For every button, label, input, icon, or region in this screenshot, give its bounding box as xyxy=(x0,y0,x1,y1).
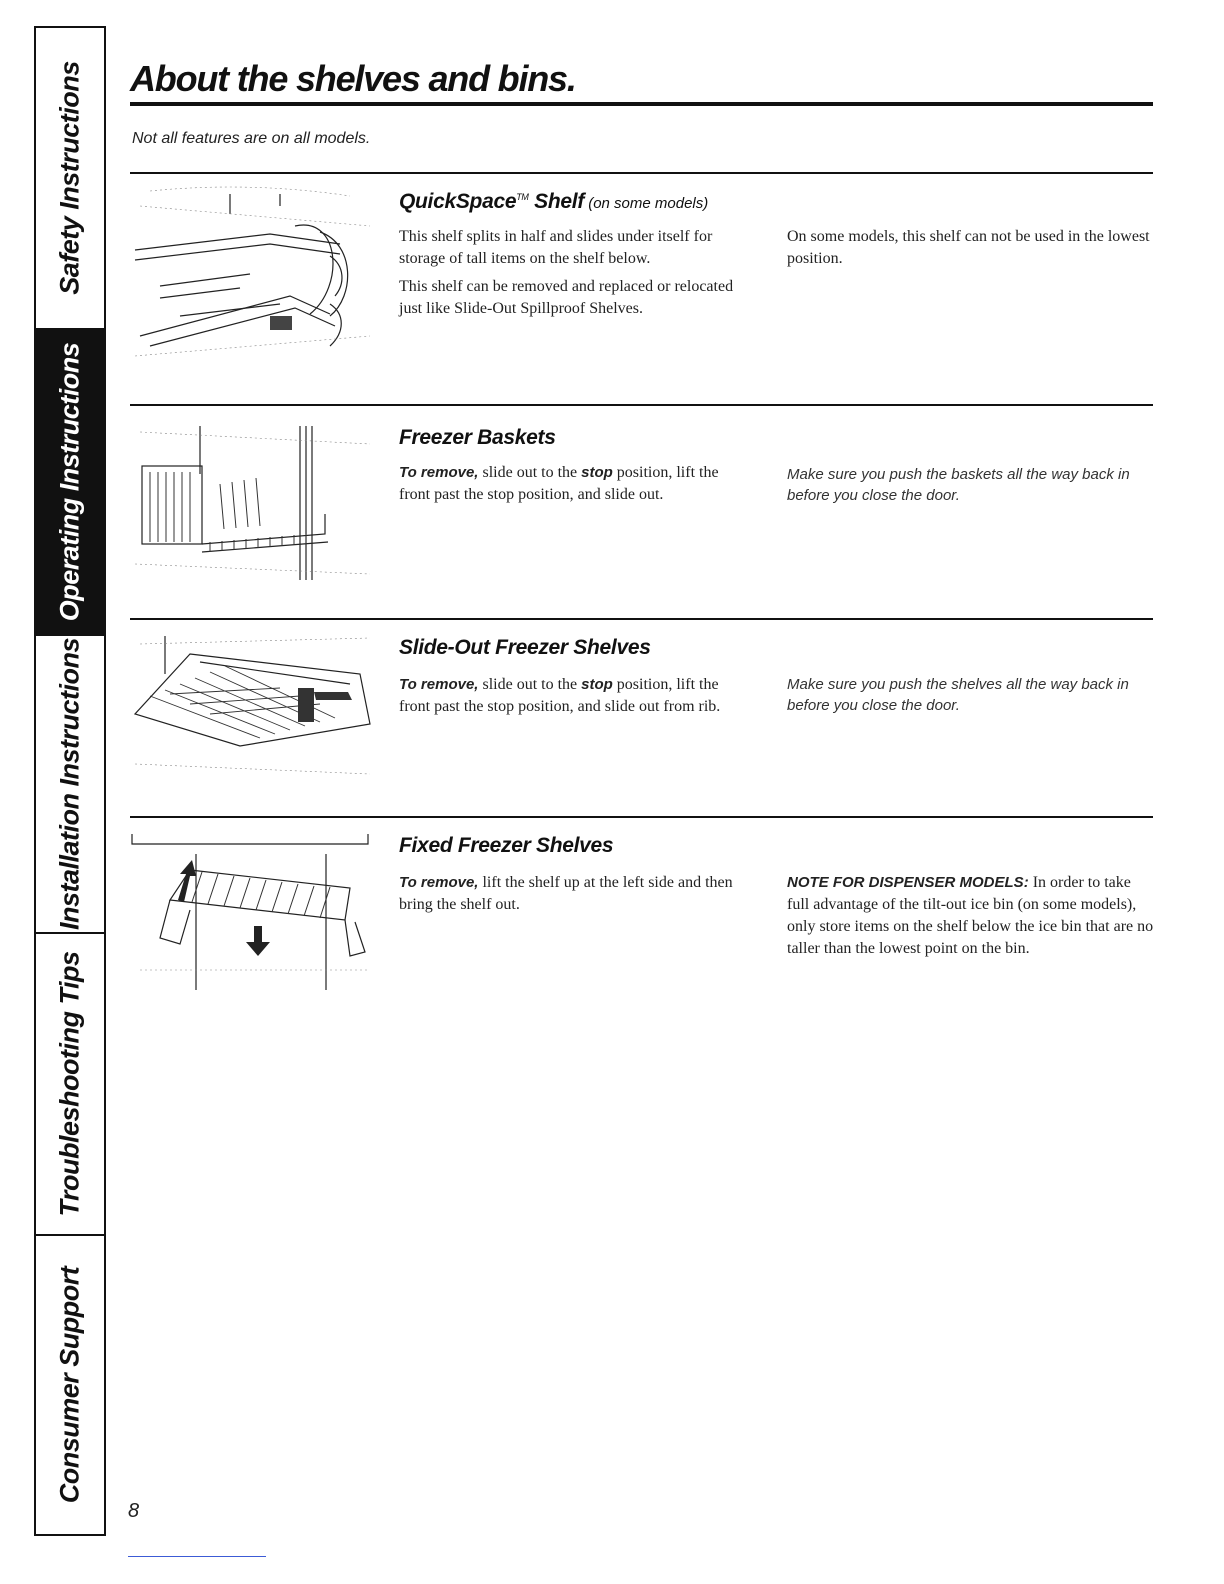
body-text: lift the shelf up at the left side and then bring the shelf out. xyxy=(399,874,733,913)
footer-link-rule xyxy=(128,1556,266,1557)
quickspace-body xyxy=(399,226,744,326)
quickspace-shelf-illustration xyxy=(130,186,375,376)
heading-tail: Shelf xyxy=(528,190,585,213)
tab-label: Operating Instructions xyxy=(54,342,85,622)
keyword-stop: stop xyxy=(581,464,613,481)
tab-safety-instructions[interactable] xyxy=(36,28,104,330)
body-paragraph: This shelf splits in half and slides under itself for storage of tall items on the shelf below. xyxy=(399,228,713,267)
body-paragraph: This shelf can be removed and replaced or relocated just like Slide-Out Spillproof Shelves. xyxy=(399,278,734,317)
title-rule xyxy=(130,102,1153,106)
page-number: 8 xyxy=(128,1500,140,1522)
section-divider xyxy=(130,404,1153,406)
section-divider xyxy=(130,618,1153,620)
keyword-to-remove: To remove, xyxy=(399,874,479,891)
heading-note: (on some models) xyxy=(584,195,709,212)
fixed-shelves-side-note xyxy=(787,872,1157,966)
slide-out-shelves-body xyxy=(399,674,744,724)
note-text: In order to take full advantage of the tilt-out ice bin (on some models), only store items on the shelf below the ice bin that are no taller than the lowest point on the bin. xyxy=(787,874,1154,957)
section-divider xyxy=(130,816,1153,818)
tab-label: Consumer Support xyxy=(54,1266,85,1504)
tab-troubleshooting-tips[interactable] xyxy=(36,934,104,1236)
body-text: position, lift the front past the stop position, and slide out from rib. xyxy=(399,676,721,715)
section-tabs xyxy=(34,26,106,1536)
slide-out-shelf-illustration xyxy=(130,634,375,782)
tab-installation-instructions[interactable] xyxy=(36,636,104,934)
body-text: position, lift the front past the stop position, and slide out. xyxy=(399,464,719,503)
page-subtitle: Not all features are on all models. xyxy=(132,130,371,147)
tab-label: Installation Instructions xyxy=(54,637,85,931)
fixed-shelf-illustration xyxy=(130,830,375,992)
body-text: slide out to the xyxy=(478,676,582,693)
keyword-to-remove: To remove, xyxy=(399,676,479,693)
tab-label: Troubleshooting Tips xyxy=(54,951,85,1217)
trademark-mark: TM xyxy=(516,192,529,202)
freezer-baskets-body xyxy=(399,462,744,512)
quickspace-side-note xyxy=(787,226,1157,276)
tab-consumer-support[interactable] xyxy=(36,1236,104,1534)
tab-operating-instructions[interactable] xyxy=(36,330,104,636)
fixed-shelves-body xyxy=(399,872,744,922)
body-text: slide out to the xyxy=(478,464,582,481)
keyword-to-remove: To remove, xyxy=(399,464,479,481)
slide-out-shelves-heading: Slide-Out Freezer Shelves xyxy=(399,636,651,659)
note-label: NOTE FOR DISPENSER MODELS: xyxy=(787,874,1029,891)
fixed-shelves-heading: Fixed Freezer Shelves xyxy=(399,834,614,857)
page-title: About the shelves and bins. xyxy=(130,58,576,99)
heading-text: QuickSpace xyxy=(399,190,517,213)
freezer-baskets-heading: Freezer Baskets xyxy=(399,426,556,449)
quickspace-heading xyxy=(399,190,708,214)
section-divider xyxy=(130,172,1153,174)
slide-out-shelves-side-note: Make sure you push the shelves all the way back in before you close the door. xyxy=(787,676,1129,714)
freezer-basket-illustration xyxy=(130,424,375,582)
side-paragraph: On some models, this shelf can not be used in the lowest position. xyxy=(787,228,1150,267)
keyword-stop: stop xyxy=(581,676,613,693)
freezer-baskets-side-note: Make sure you push the baskets all the way back in before you close the door. xyxy=(787,466,1130,504)
tab-label: Safety Instructions xyxy=(54,61,85,295)
